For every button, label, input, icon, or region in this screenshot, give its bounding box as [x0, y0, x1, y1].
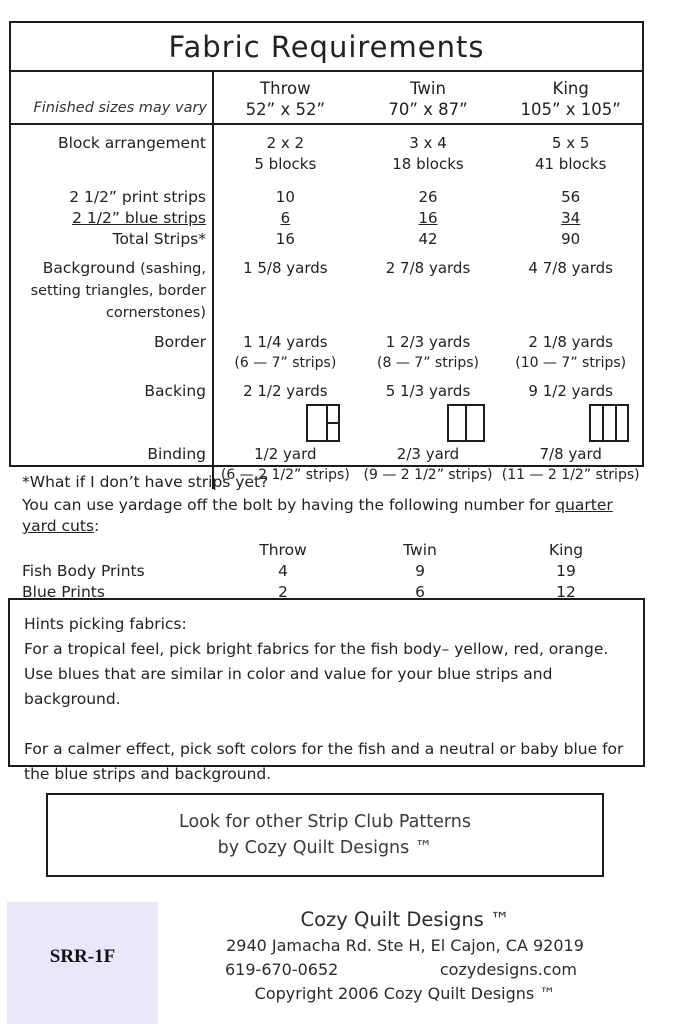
table-row-total-strips: Total Strips* 16 42 90 — [11, 229, 642, 250]
hints-heading: Hints picking fabrics: — [24, 615, 187, 633]
table-header-row — [11, 72, 642, 125]
qy-header-throw: Throw — [259, 541, 307, 559]
hints-line-2: Use blues that are similar in color and value for your blue strips and background. — [24, 665, 553, 708]
hints-box — [8, 598, 645, 783]
qy-header-king: King — [548, 541, 584, 559]
table-row-blue-strips: 2 1/2” blue strips 6 16 34 — [11, 208, 642, 229]
sizes-note: Finished sizes may vary — [11, 72, 214, 123]
whatif-heading: *What if I don’t have strips yet? — [22, 473, 269, 491]
promo-line-2: by Cozy Quilt Designs ™ — [217, 838, 433, 858]
whatif-section — [22, 472, 645, 603]
table-row-backing: Backing 2 1/2 yards 5 1/3 yards 9 1/2 yards — [11, 373, 642, 444]
backing-diagram-throw-icon — [214, 404, 357, 444]
backing-diagram-king-icon — [499, 404, 642, 444]
footer-phone: 619-670-0652 — [225, 960, 339, 979]
table-row-print-strips: 2 1/2” print strips 10 26 56 — [11, 175, 642, 208]
quarter-yard-table: Throw Twin King Fish Body Prints 4 9 19 Blue Prints 2 6 12 — [22, 540, 645, 603]
footer-address: 2940 Jamacha Rd. Ste H, El Cajon, CA 92019 — [226, 936, 584, 955]
table-row-border: Border 1 1/4 yards (6 — 7” strips) 1 2/3 yards (8 — 7” strips) 2 1/8 yards (10 — 7” strips) — [11, 324, 642, 373]
table-row-background: Background (sashing, setting triangles, border cornerstones) 1 5/8 yards 2 7/8 yards 4 7/8 yards — [11, 250, 642, 324]
column-header-throw: Throw 52” x 52” — [245, 79, 325, 119]
footer — [145, 906, 665, 1006]
pattern-code: SRR-1F — [49, 946, 116, 967]
hints-line-3: For a calmer effect, pick soft colors for the fish and a neutral or baby blue for the blue strips and background. — [24, 740, 624, 783]
column-header-king: King 105” x 105” — [520, 79, 621, 119]
footer-website: cozydesigns.com — [439, 960, 577, 979]
table-title: Fabric Requirements — [11, 23, 642, 72]
table-row-block-arrangement: Block arrangement 2 x 2 5 blocks 3 x 4 18 blocks 5 x 5 41 blocks — [11, 125, 642, 175]
hints-line-1: For a tropical feel, pick bright fabrics for the fish body– yellow, red, orange. — [24, 640, 609, 658]
column-header-twin: Twin 70” x 87” — [388, 79, 468, 119]
table-row-binding: Binding 1/2 yard (6 — 2 1/2” strips) 2/3 yard (9 — 2 1/2” strips) 7/8 yard (11 — 2 1/2” strips) — [11, 444, 642, 489]
footer-company: Cozy Quilt Designs ™ — [300, 908, 510, 931]
qy-row-label-blue: Blue Prints — [22, 583, 105, 601]
pattern-code-box — [7, 902, 158, 1024]
whatif-sentence: You can use yardage off the bolt by having the following number for quarter yard cuts: — [22, 496, 613, 535]
table-body — [11, 125, 642, 489]
promo-line-1: Look for other Strip Club Patterns — [179, 812, 471, 832]
qy-row-label-fish: Fish Body Prints — [22, 562, 145, 580]
footer-copyright: Copyright 2006 Cozy Quilt Designs ™ — [254, 984, 556, 1003]
promo-box — [46, 793, 604, 877]
qy-header-twin: Twin — [403, 541, 437, 559]
backing-diagram-twin-icon — [357, 404, 500, 444]
